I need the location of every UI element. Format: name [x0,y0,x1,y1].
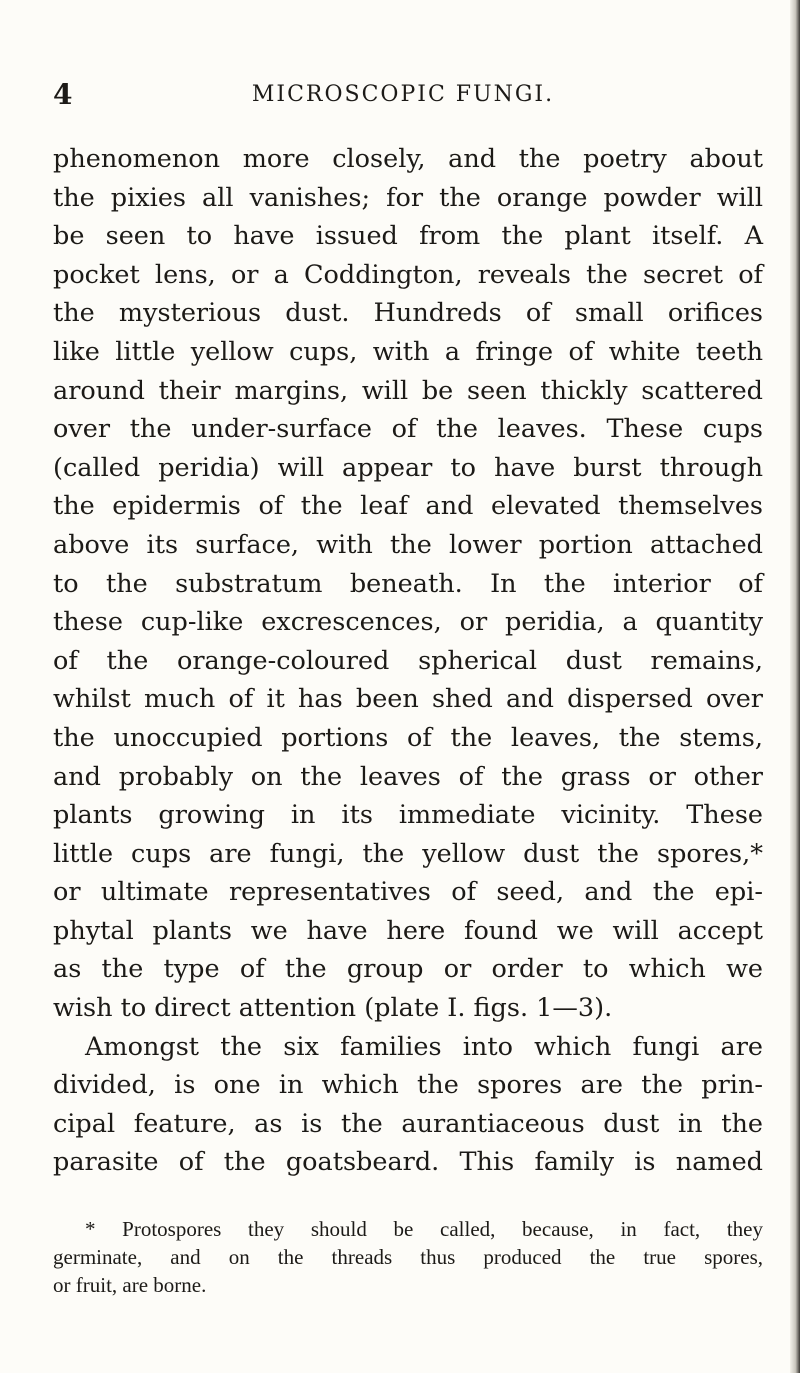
text-line: the unoccupied portions of the leaves, the stems, [53,722,763,753]
text-line: above its surface, with the lower portion attached [53,529,763,560]
text-line: phytal plants we have here found we will accept [53,915,763,946]
text-line: parasite of the goatsbeard. This family is named [53,1147,763,1178]
footnote-line: or fruit, are borne. [53,1273,207,1297]
page-edge-shadow [790,0,800,1373]
footnote [53,1215,763,1299]
text-line: little cups are fungi, the yellow dust the spores,* [53,838,763,869]
text-line: these cup-like excrescences, or peridia, a quantity [53,607,763,638]
text-line: the epidermis of the leaf and elevated themselves [53,491,763,522]
text-line: over the under-surface of the leaves. These cups [53,414,763,445]
text-line: around their margins, will be seen thickly scattered [53,375,763,406]
text-line: the pixies all vanishes; for the orange powder will [53,182,763,213]
text-line: (called peridia) will appear to have burst through [53,452,763,483]
text-line: phenomenon more closely, and the poetry about [53,144,763,174]
text-line: as the type of the group or order to which we [53,954,763,985]
text-line: cipal feature, as is the aurantiaceous dust in the [53,1108,763,1139]
text-line: pocket lens, or a Coddington, reveals the secret of [53,259,763,290]
text-line: Amongst the six families into which fungi are [85,1031,763,1062]
text-line: to the substratum beneath. In the interior of [53,568,763,599]
footnote-line: * Protospores they should be called, because, in fact, they [85,1217,763,1241]
text-line: wish to direct attention (plate I. figs. 1—3). [53,993,613,1024]
text-line: and probably on the leaves of the grass or other [53,761,763,792]
text-line: the mysterious dust. Hundreds of small orifices [53,298,763,329]
text-line: like little yellow cups, with a fringe of white teeth [53,336,763,367]
page-header [53,78,753,112]
footnote-line: germinate, and on the threads thus produced the true spores, [53,1245,763,1269]
text-line: plants growing in its immediate vicinity. These [53,800,763,831]
text-line: of the orange-coloured spherical dust remains, [53,645,763,676]
text-line: divided, is one in which the spores are the prin- [53,1070,763,1101]
text-line: be seen to have issued from the plant itself. A [53,221,763,252]
running-head: MICROSCOPIC FUNGI. [251,82,555,107]
page-number: 4 [53,78,73,111]
text-line: whilst much of it has been shed and dispersed over [53,684,763,715]
body-text [53,140,763,1182]
text-line: or ultimate representatives of seed, and the epi- [53,877,763,908]
